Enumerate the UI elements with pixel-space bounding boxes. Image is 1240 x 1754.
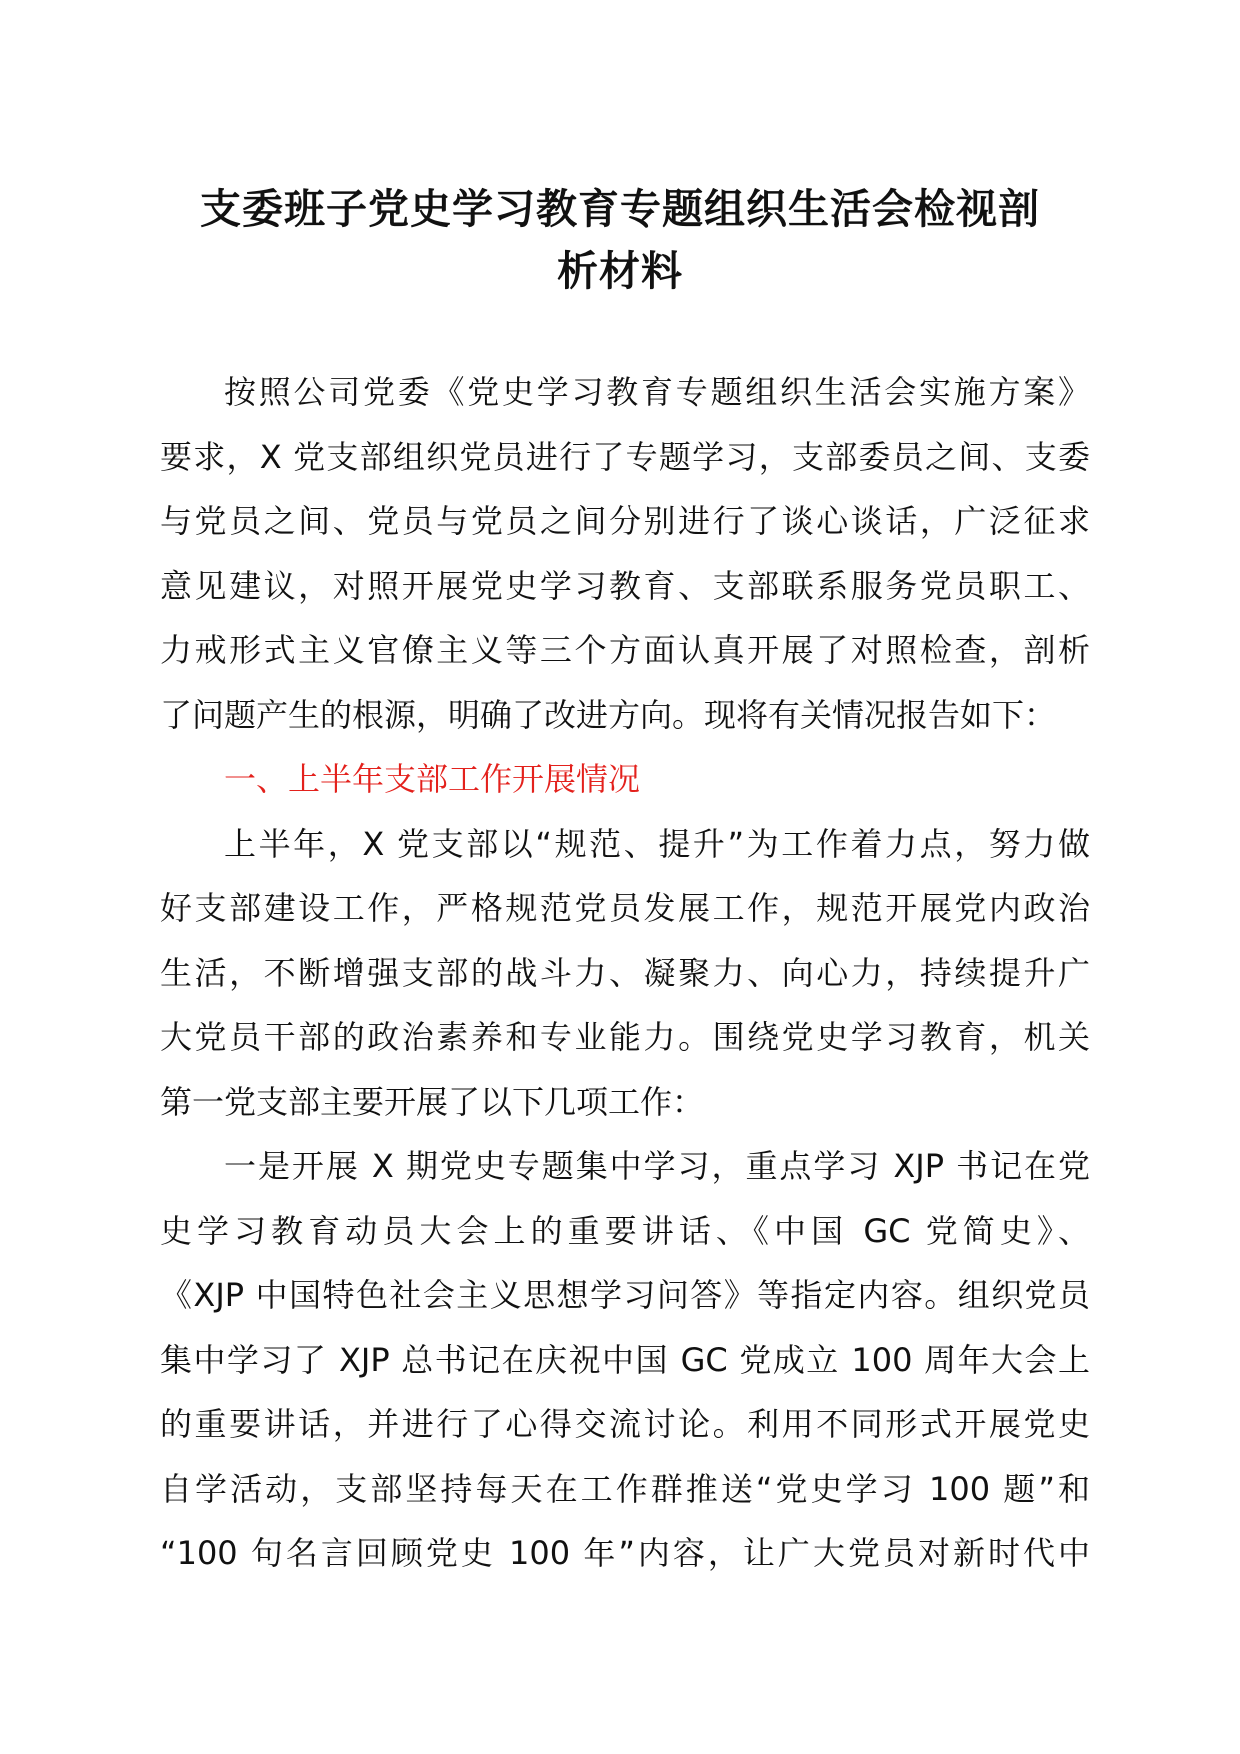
title-line: 析材料 [557, 247, 683, 295]
paragraph-line: 上半年，X 党支部以“规范、提升”为工作着力点，努力做 [224, 824, 1090, 863]
title-line: 支委班子党史学习教育专题组织生活会检视剖 [200, 185, 1040, 233]
paragraph-line: “100 句名言回顾党史 100 年”内容，让广大党员对新时代中 [160, 1534, 1090, 1572]
paragraph-line: 了问题产生的根源，明确了改进方向。现将有关情况报告如下： [160, 695, 1057, 734]
paragraph-line: 自学活动，支部坚持每天在工作群推送“党史学习 100 题”和 [160, 1469, 1090, 1508]
paragraph-line: 与党员之间、党员与党员之间分别进行了谈心谈话，广泛征求 [160, 502, 1090, 540]
paragraph-line: 第一党支部主要开展了以下几项工作： [160, 1082, 705, 1121]
summary-paragraph [160, 812, 1090, 1135]
paragraph-line: 史学习教育动员大会上的重要讲话、《中国 GC 党简史》、 [160, 1211, 1090, 1250]
paragraph-line: 生活，不断增强支部的战斗力、凝聚力、向心力，持续提升广 [160, 953, 1090, 992]
paragraph-line: 大党员干部的政治素养和专业能力。围绕党史学习教育，机关 [160, 1018, 1090, 1056]
document-body [160, 360, 1090, 1586]
paragraph-line: 《XJP 中国特色社会主义思想学习问答》等指定内容。组织党员 [160, 1276, 1090, 1314]
paragraph-line: 力戒形式主义官僚主义等三个方面认真开展了对照检查，剖析 [160, 631, 1090, 669]
paragraph-line: 集中学习了 XJP 总书记在庆祝中国 GC 党成立 100 周年大会上 [160, 1340, 1090, 1379]
paragraph-line: 的重要讲话，并进行了心得交流讨论。利用不同形式开展党史 [160, 1405, 1090, 1443]
paragraph-line: 按照公司党委《党史学习教育专题组织生活会实施方案》 [224, 373, 1090, 411]
paragraph-line: 意见建议，对照开展党史学习教育、支部联系服务党员职工、 [160, 566, 1090, 605]
document-title [150, 178, 1090, 302]
section-heading: 一、上半年支部工作开展情况 [224, 760, 641, 798]
work-item-paragraph [160, 1134, 1090, 1586]
paragraph-line: 一是开展 X 期党史专题集中学习，重点学习 XJP 书记在党 [224, 1147, 1090, 1185]
intro-paragraph [160, 360, 1090, 747]
paragraph-line: 好支部建设工作，严格规范党员发展工作，规范开展党内政治 [160, 889, 1090, 927]
paragraph-line: 要求，X 党支部组织党员进行了专题学习，支部委员之间、支委 [160, 437, 1090, 476]
